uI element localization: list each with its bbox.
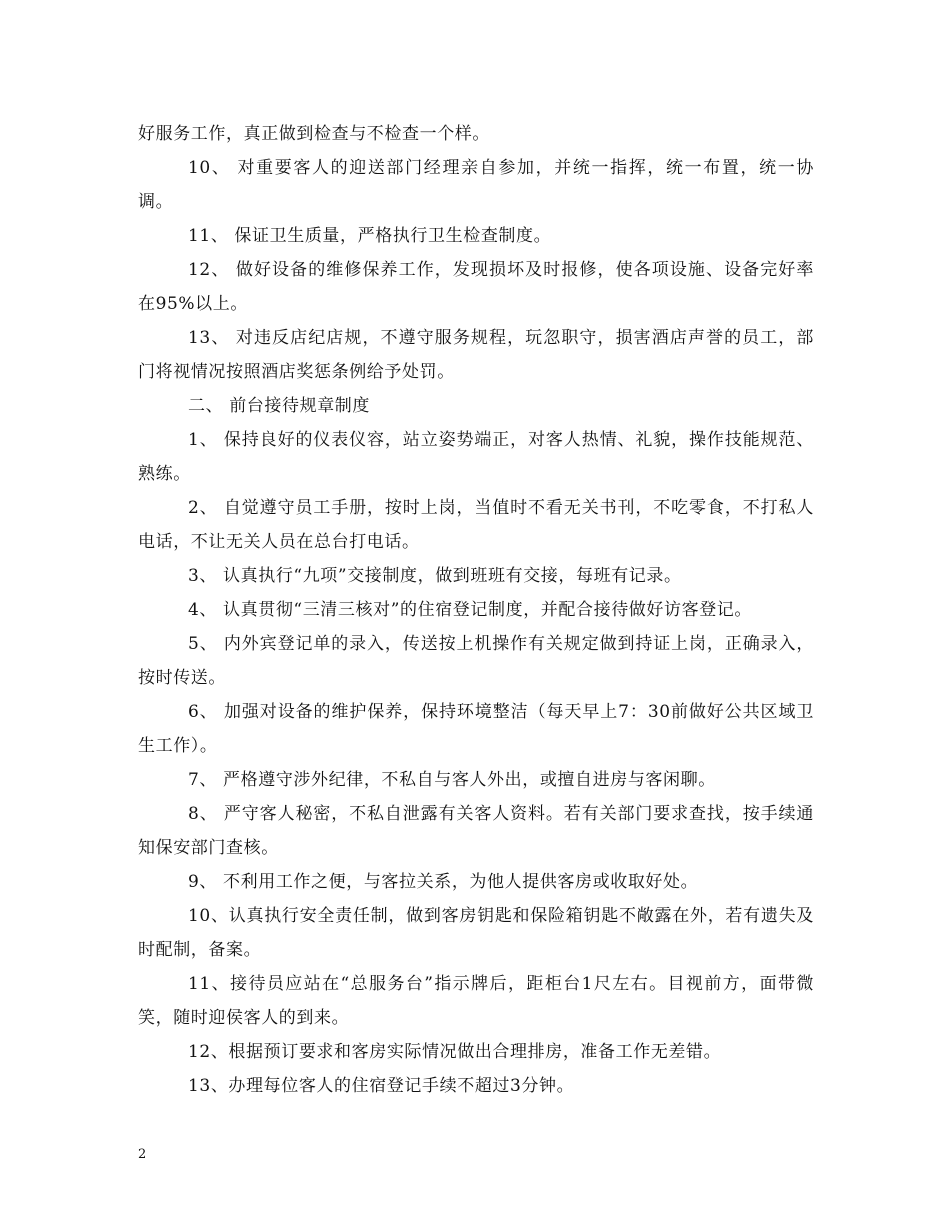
paragraph-2: 11、 保证卫生质量，严格执行卫生检查制度。 bbox=[188, 226, 552, 246]
paragraph-9: 4、 认真贯彻“三清三核对”的住宿登记制度，并配合接待做好访客登记。 bbox=[188, 600, 752, 620]
paragraph-11: 6、 加强对设备的维护保养，保持环境整洁（每天早上7：30前做好公共区域卫生工作）。 bbox=[138, 702, 814, 756]
paragraph-16: 11、接待员应站在“总服务台”指示牌后，距柜台1尺左右。目视前方，面带微笑，随时迎侯客人的到来。 bbox=[138, 974, 814, 1028]
paragraph-17: 12、根据预订要求和客房实际情况做出合理排房，准备工作无差错。 bbox=[188, 1042, 722, 1062]
paragraph-4: 13、 对违反店纪店规，不遵守服务规程，玩忽职守，损害酒店声誉的员工，部门将视情况按照酒店奖惩条例给予处罚。 bbox=[138, 328, 814, 382]
paragraph-1: 10、 对重要客人的迎送部门经理亲自参加，并统一指挥，统一布置，统一协调。 bbox=[138, 158, 814, 212]
paragraph-0: 好服务工作，真正做到检查与不检查一个样。 bbox=[138, 124, 490, 144]
paragraph-10: 5、 内外宾登记单的录入，传送按上机操作有关规定做到持证上岗，正确录入，按时传送。 bbox=[138, 634, 814, 688]
paragraph-18: 13、办理每位客人的住宿登记手续不超过3分钟。 bbox=[188, 1076, 575, 1096]
paragraph-8: 3、 认真执行“九项”交接制度，做到班班有交接，每班有记录。 bbox=[188, 566, 682, 586]
paragraph-6: 1、 保持良好的仪表仪容，站立姿势端正，对客人热情、礼貌，操作技能规范、熟练。 bbox=[138, 430, 814, 484]
document-body bbox=[138, 117, 814, 1103]
paragraph-7: 2、 自觉遵守员工手册，按时上岗，当值时不看无关书刊，不吃零食，不打私人电话，不让无关人员在总台打电话。 bbox=[138, 498, 814, 552]
paragraph-3: 12、 做好设备的维修保养工作，发现损坏及时报修，使各项设施、设备完好率在95%以上。 bbox=[138, 260, 814, 314]
paragraph-14: 9、 不利用工作之便，与客拉关系，为他人提供客房或收取好处。 bbox=[188, 872, 699, 892]
page-number: 2 bbox=[138, 1147, 147, 1162]
paragraph-15: 10、认真执行安全责任制，做到客房钥匙和保险箱钥匙不敞露在外，若有遗失及时配制，备案。 bbox=[138, 906, 814, 960]
section-heading: 二、 前台接待规章制度 bbox=[188, 396, 371, 416]
paragraph-12: 7、 严格遵守涉外纪律，不私自与客人外出，或擅自进房与客闲聊。 bbox=[188, 770, 716, 790]
paragraph-13: 8、 严守客人秘密，不私自泄露有关客人资料。若有关部门要求查找，按手续通知保安部门查核。 bbox=[138, 804, 814, 858]
